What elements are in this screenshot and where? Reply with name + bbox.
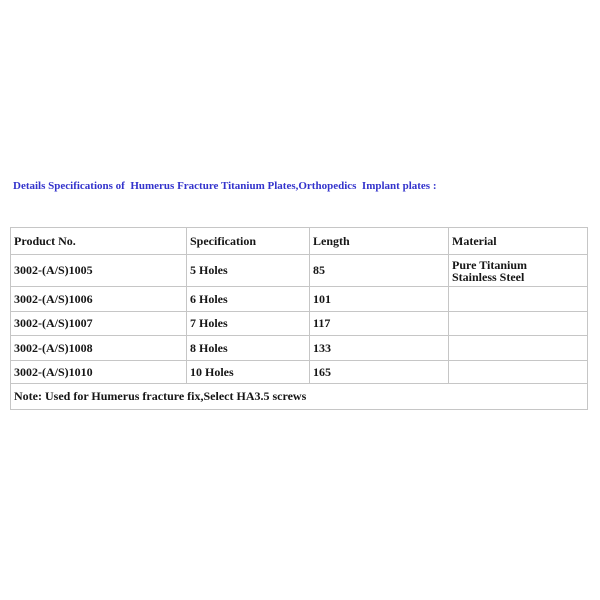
product-no-cell: 3002-(A/S)1007 — [11, 312, 187, 336]
specifications-table — [10, 227, 588, 410]
col-header-product-no: Product No. — [11, 228, 187, 255]
specification-cell: 8 Holes — [187, 336, 310, 361]
table-row — [11, 255, 588, 287]
product-no-cell: 3002-(A/S)1006 — [11, 287, 187, 312]
table-row — [11, 312, 588, 336]
material-cell — [449, 361, 588, 384]
length-cell: 117 — [310, 312, 449, 336]
material-cell — [449, 255, 588, 287]
specification-cell: 5 Holes — [187, 255, 310, 287]
material-cell — [449, 312, 588, 336]
product-no-cell: 3002-(A/S)1010 — [11, 361, 187, 384]
specification-cell: 7 Holes — [187, 312, 310, 336]
table-row — [11, 287, 588, 312]
length-cell: 133 — [310, 336, 449, 361]
product-no-cell: 3002-(A/S)1005 — [11, 255, 187, 287]
table-row — [11, 361, 588, 384]
table-row — [11, 336, 588, 361]
material-line: Pure Titanium — [452, 257, 528, 272]
page-title: Details Specifications of Humerus Fracture Titanium Plates,Orthopedics Implant plates : — [13, 180, 437, 192]
note-cell: Note: Used for Humerus fracture fix,Select HA3.5 screws — [11, 384, 588, 410]
material-line: Stainless Steel — [452, 269, 525, 284]
col-header-material: Material — [449, 228, 588, 255]
length-cell: 85 — [310, 255, 449, 287]
length-cell: 101 — [310, 287, 449, 312]
material-cell — [449, 287, 588, 312]
col-header-specification: Specification — [187, 228, 310, 255]
col-header-length: Length — [310, 228, 449, 255]
specification-cell: 6 Holes — [187, 287, 310, 312]
table-note-row — [11, 384, 588, 410]
material-cell — [449, 336, 588, 361]
product-no-cell: 3002-(A/S)1008 — [11, 336, 187, 361]
specification-cell: 10 Holes — [187, 361, 310, 384]
length-cell: 165 — [310, 361, 449, 384]
table-header-row — [11, 228, 588, 255]
